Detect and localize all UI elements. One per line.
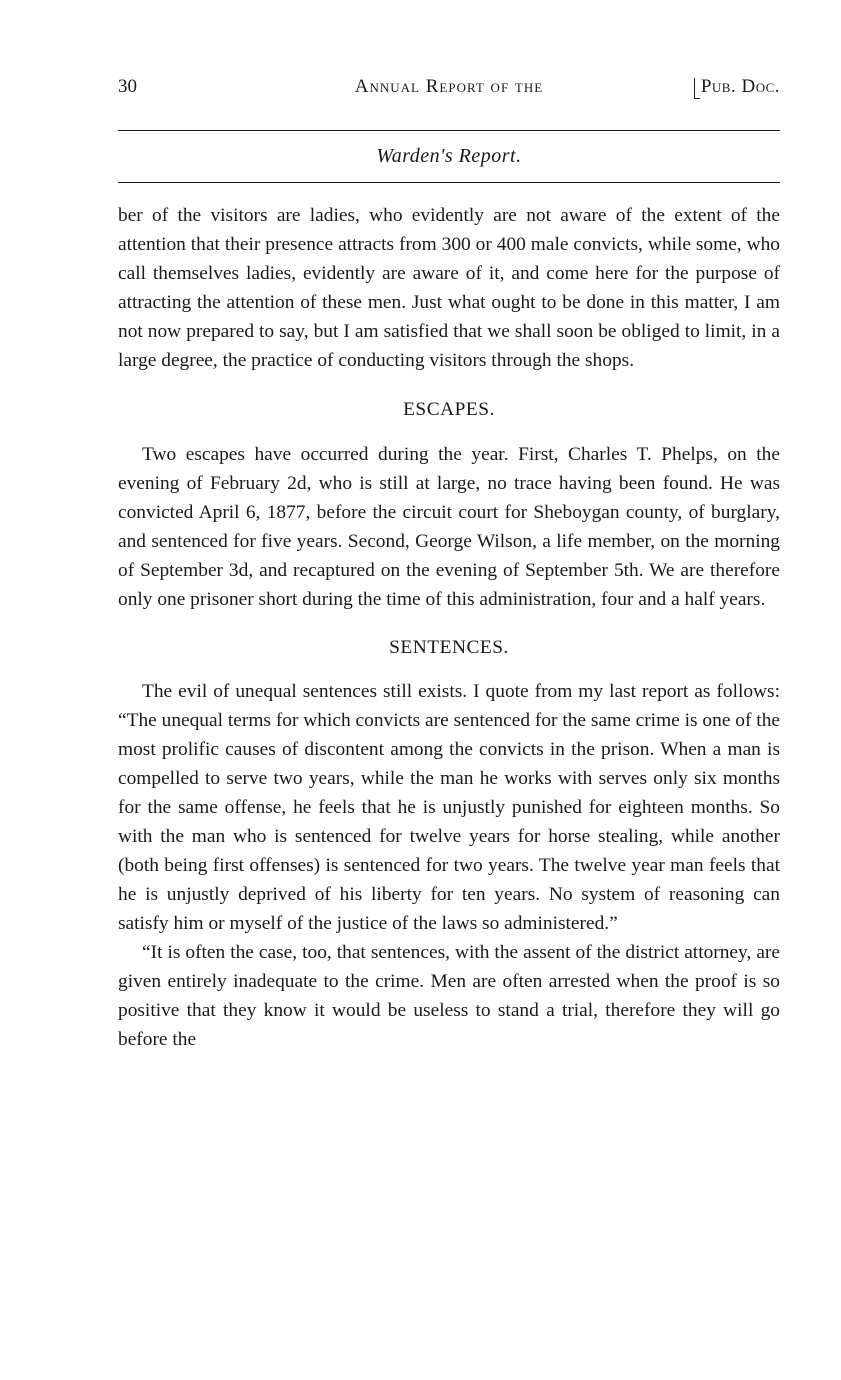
running-head — [118, 76, 780, 106]
top-rule — [118, 130, 780, 131]
paragraph-continued: ber of the visitors are ladies, who evidently are not aware of the extent of the attention that their presence attracts from 300 or 400 male convicts, while some, who call themselves ladies, evidently are aware of it, and come here for the purpose of attracting the attention of these men. Just what ought to be done in this matter, I am not now prepared to say, but I am satisfied that we shall soon be obliged to limit, in a large degree, the practice of conducting visitors through the shops. — [118, 205, 780, 371]
heading-escapes: ESCAPES. — [403, 399, 495, 420]
section-subhead: Warden's Report. — [376, 145, 522, 167]
paragraph-sentences-continued: “It is often the case, too, that sentences, with the assent of the district attorney, are given entirely inadequate to the crime. Men are often arrested when the proof is so positive that they know it would be useless to stand a trial, therefore they will go before the — [118, 942, 780, 1050]
bottom-rule — [118, 182, 780, 183]
paragraph-escapes: Two escapes have occurred during the year. First, Charles T. Phelps, on the evening of February 2d, who is still at large, no trace having been found. He was convicted April 6, 1877, before the circuit court for Sheboygan county, of burglary, and sentenced for five years. Second, George Wilson, a life member, on the morning of September 3d, and recaptured on the evening of September 5th. We are therefore only one prisoner short during the time of this administration, four and a half years. — [118, 444, 780, 610]
heading-sentences: SENTENCES. — [389, 637, 509, 658]
body-text — [118, 201, 780, 1054]
running-title: Annual Report of the — [354, 76, 544, 97]
paragraph-sentences: The evil of unequal sentences still exists. I quote from my last report as follows: “The unequal terms for which convicts are sentenced for the same crime is one of the most prolific causes of discontent among the convicts in the prison. When a man is compelled to serve two years, while the man he works with serves only six months for the same offense, he feels that he is unjustly punished for eighteen months. So with the man who is sentenced for twelve years for horse stealing, while another (both being first offenses) is sentenced for two years. The twelve year man feels that he is unjustly deprived of his liberty for ten years. No system of reasoning can satisfy him or myself of the justice of the laws so administered.” — [118, 681, 780, 934]
page-number: 30 — [118, 76, 137, 97]
document-label: Pub. Doc. — [700, 76, 780, 97]
